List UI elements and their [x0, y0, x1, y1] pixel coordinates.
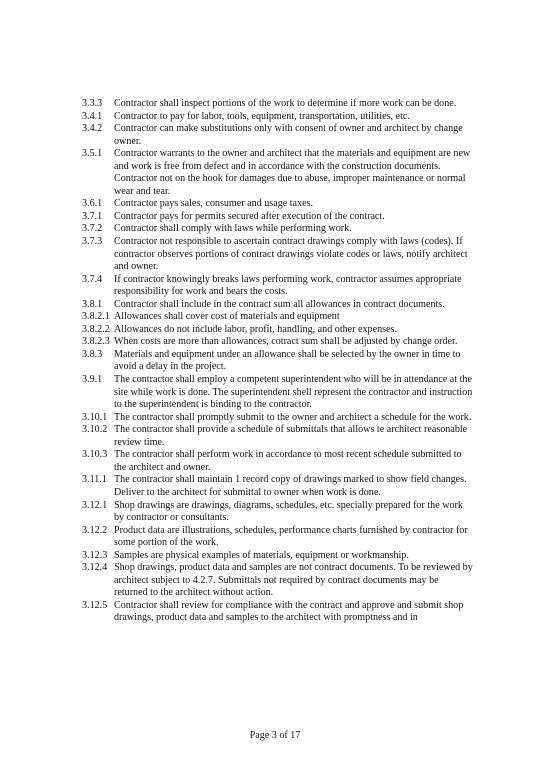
clause-text: Contractor shall include in the contract sum all allowances in contract documents.	[114, 298, 445, 310]
clause-number: 3.4.2	[82, 123, 103, 135]
clause-number: 3.12.5	[82, 599, 108, 611]
clause-number: 3.11.1	[82, 474, 107, 486]
clause-number: 3.4.1	[82, 110, 103, 122]
clause-item	[82, 223, 474, 236]
clause-item	[82, 324, 474, 337]
clause-text: Contractor shall inspect portions of the work to determine if more work can be done.	[114, 98, 457, 109]
clause-text: If contractor knowingly breaks laws performing work, contractor assumes appropriate responsibility for work and bears the costs.	[114, 273, 462, 298]
clause-item	[82, 311, 474, 324]
clause-text: Allowances shall cover cost of materials and equipment	[114, 311, 340, 323]
clause-item	[82, 424, 474, 449]
clause-item	[82, 98, 474, 111]
clause-number: 3.7.1	[82, 210, 103, 222]
clause-text: Shop drawings, product data and samples are not contract documents. To be reviewed by architect subject to 4.2.7. Submittals not required by contract documents may be returned to the architect without action.	[114, 562, 473, 599]
clause-text: The contractor shall provide a schedule of submittals that allows te architect reasonable review time.	[114, 424, 468, 448]
clause-item	[82, 336, 474, 349]
clause-item	[82, 412, 474, 425]
clause-text: Contractor shall comply with laws while performing work.	[114, 223, 352, 235]
clause-item	[82, 274, 474, 299]
clause-item	[82, 374, 474, 412]
clause-number: 3.5.1	[82, 148, 103, 160]
clause-item	[82, 148, 474, 198]
clause-item	[82, 449, 474, 474]
clause-item	[82, 525, 474, 550]
clause-item	[82, 111, 474, 124]
page-number: Page 3 of 17	[249, 730, 301, 741]
clause-number: 3.9.1	[82, 374, 103, 386]
clause-text: The contractor shall maintain 1 record copy of drawings marked to show field changes. Deliver to the architect for submittal to owner when work is done.	[114, 474, 467, 498]
clause-number: 3.8.2.2	[82, 323, 110, 335]
clause-number: 3.12.4	[82, 562, 108, 574]
clause-item	[82, 211, 474, 224]
clause-item	[82, 562, 474, 600]
clause-number: 3.10.3	[82, 449, 108, 461]
clause-number: 3.10.1	[82, 411, 108, 423]
clause-number: 3.6.1	[82, 198, 103, 210]
clause-number: 3.8.2.1	[82, 311, 110, 323]
clause-text: Contractor pays for permits secured after execution of the contract.	[114, 210, 385, 222]
clause-item	[82, 474, 474, 499]
clause-text: The contractor shall promptly submit to the owner and architect a schedule for the work.	[114, 411, 472, 423]
clause-item	[82, 349, 474, 374]
clause-number: 3.7.2	[82, 223, 103, 235]
clause-text: Materials and equipment under an allowance shall be selected by the owner in time to avoid a delay in the project.	[114, 348, 461, 373]
clause-item	[82, 198, 474, 211]
clause-item	[82, 500, 474, 525]
clause-item	[82, 600, 474, 625]
clause-item	[82, 299, 474, 312]
clause-text: When costs are more than allowances, cotract sum shall be adjusted by change order.	[114, 336, 458, 348]
clause-number: 3.8.3	[82, 348, 103, 360]
clause-number: 3.3.3	[82, 98, 103, 109]
clause-list	[82, 98, 474, 625]
clause-text: Contractor shall review for compliance with the contract and approve and submit shop drawings, product data and samples to the architect with promptness and in	[114, 599, 464, 624]
clause-text: Shop drawings are drawings, diagrams, schedules, etc. specially prepared for the work by contractor or consultants.	[114, 499, 463, 524]
clause-number: 3.7.3	[82, 236, 103, 248]
clause-number: 3.10.2	[82, 424, 108, 436]
clause-text: The contractor shall employ a competent superintendent who will be in attendance at the site while work is done. The superintendent shell represent the contractor and instruction to the superintendent is binding to the contractor.	[114, 374, 473, 411]
clause-text: Product data are illustrations, schedules, performance charts furnished by contractor for some portion of the work.	[114, 524, 468, 549]
clause-text: Allowances do not include labor, profit, handling, and other expenses.	[114, 323, 397, 335]
clause-text: Contractor can make substitutions only with consent of owner and architect by change owner.	[114, 123, 463, 147]
clause-number: 3.8.2.3	[82, 336, 110, 348]
clause-number: 3.12.1	[82, 499, 108, 511]
clause-number: 3.8.1	[82, 298, 103, 310]
clause-item	[82, 123, 474, 148]
clause-text: Samples are physical examples of materials, equipment or workmanship.	[114, 549, 409, 561]
clause-text: Contractor pays sales, consumer and usage taxes.	[114, 198, 314, 210]
clause-item	[82, 550, 474, 563]
clause-text: The contractor shall perform work in accordance to most recent schedule submitted to the architect and owner.	[114, 449, 462, 473]
clause-number: 3.7.4	[82, 273, 103, 285]
clause-text: Contractor not responsible to ascertain contract drawings comply with laws (codes). If contractor observes portions of contract drawings violate codes or laws, notify architect and owner.	[114, 236, 468, 273]
clause-text: Contractor warrants to the owner and architect that the materials and equipment are new and work is free from defect and in accordance with the construction documents. Contractor not on the hook for damages due to abuse, improper maintenance or normal wear and tear.	[114, 148, 471, 197]
clause-number: 3.12.2	[82, 524, 108, 536]
clause-item	[82, 236, 474, 274]
clause-text: Contractor to pay for labor, tools, equipment, transportation, utilities, etc.	[114, 110, 410, 122]
clause-number: 3.12.3	[82, 549, 108, 561]
